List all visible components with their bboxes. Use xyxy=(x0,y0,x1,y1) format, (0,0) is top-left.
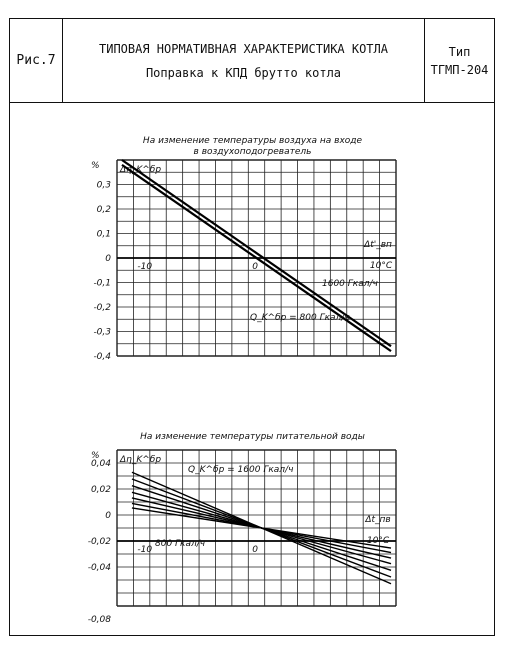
chart2-x-unit: 10°C xyxy=(366,536,390,546)
chart2-y-tick-label: -0,02 xyxy=(87,537,111,547)
type-label: Тип xyxy=(448,44,471,59)
chart2-y-tick-label: -0,08 xyxy=(87,615,111,625)
chart1-y-tick-label: 0,2 xyxy=(96,205,111,215)
chart2-y-unit: % xyxy=(91,451,100,461)
chart2-y-label: Δη_K^бр xyxy=(120,455,162,465)
chart2-x-tick-label: -10 xyxy=(137,545,153,555)
chart2-title: На изменение температуры питательной воды xyxy=(140,432,365,442)
chart1-x-tick-label: 0 xyxy=(252,262,259,272)
chart2-y-tick-label: 0 xyxy=(105,511,111,521)
chart1-y-tick-label: 0,1 xyxy=(96,229,111,240)
chart2-x-tick-label: 0 xyxy=(252,545,259,555)
chart1-y-tick-label: 0,3 xyxy=(96,180,111,191)
chart2-y-tick-label: 0,02 xyxy=(90,485,111,495)
chart1-y-tick-label: -0,2 xyxy=(93,303,111,313)
chart1-x-label: Δt'_вп xyxy=(364,240,392,250)
chart2-x-label: Δt_пв xyxy=(365,515,391,525)
chart2-annotation: Q_K^бр = 1600 Гкал/ч xyxy=(188,465,294,475)
chart1-annotation: Q_K^бр = 800 Гкал/ч xyxy=(250,313,350,323)
chart1-x-unit: 10°C xyxy=(369,261,393,271)
chart1-subtitle: в воздухоподогреватель xyxy=(193,147,312,157)
chart1-y-tick-label: 0 xyxy=(105,254,111,264)
type-value: ТГМП-204 xyxy=(430,62,489,77)
chart1-annotation: 1600 Гкал/ч xyxy=(322,279,378,289)
chart1-x-tick-label: -10 xyxy=(137,262,153,272)
chart1-y-unit: % xyxy=(91,161,100,171)
chart1-y-label: Δη_K^бр xyxy=(120,165,162,175)
figure-title: ТИПОВАЯ НОРМАТИВНАЯ ХАРАКТЕРИСТИКА КОТЛА xyxy=(99,41,388,56)
chart2-y-tick-label: -0,04 xyxy=(87,563,111,573)
chart2-annotation: 800 Гкал/ч xyxy=(155,539,206,549)
figure-number: Рис.7 xyxy=(16,53,56,68)
chart1-y-tick-label: -0,3 xyxy=(93,327,111,338)
chart1-y-tick-label: -0,1 xyxy=(93,278,111,289)
chart1-y-tick-label: -0,4 xyxy=(93,352,111,362)
figure-subtitle: Поправка к КПД брутто котла xyxy=(145,65,342,80)
chart2-y-tick-label: 0,04 xyxy=(90,459,111,469)
chart1-title: На изменение температуры воздуха на входе xyxy=(142,136,363,146)
